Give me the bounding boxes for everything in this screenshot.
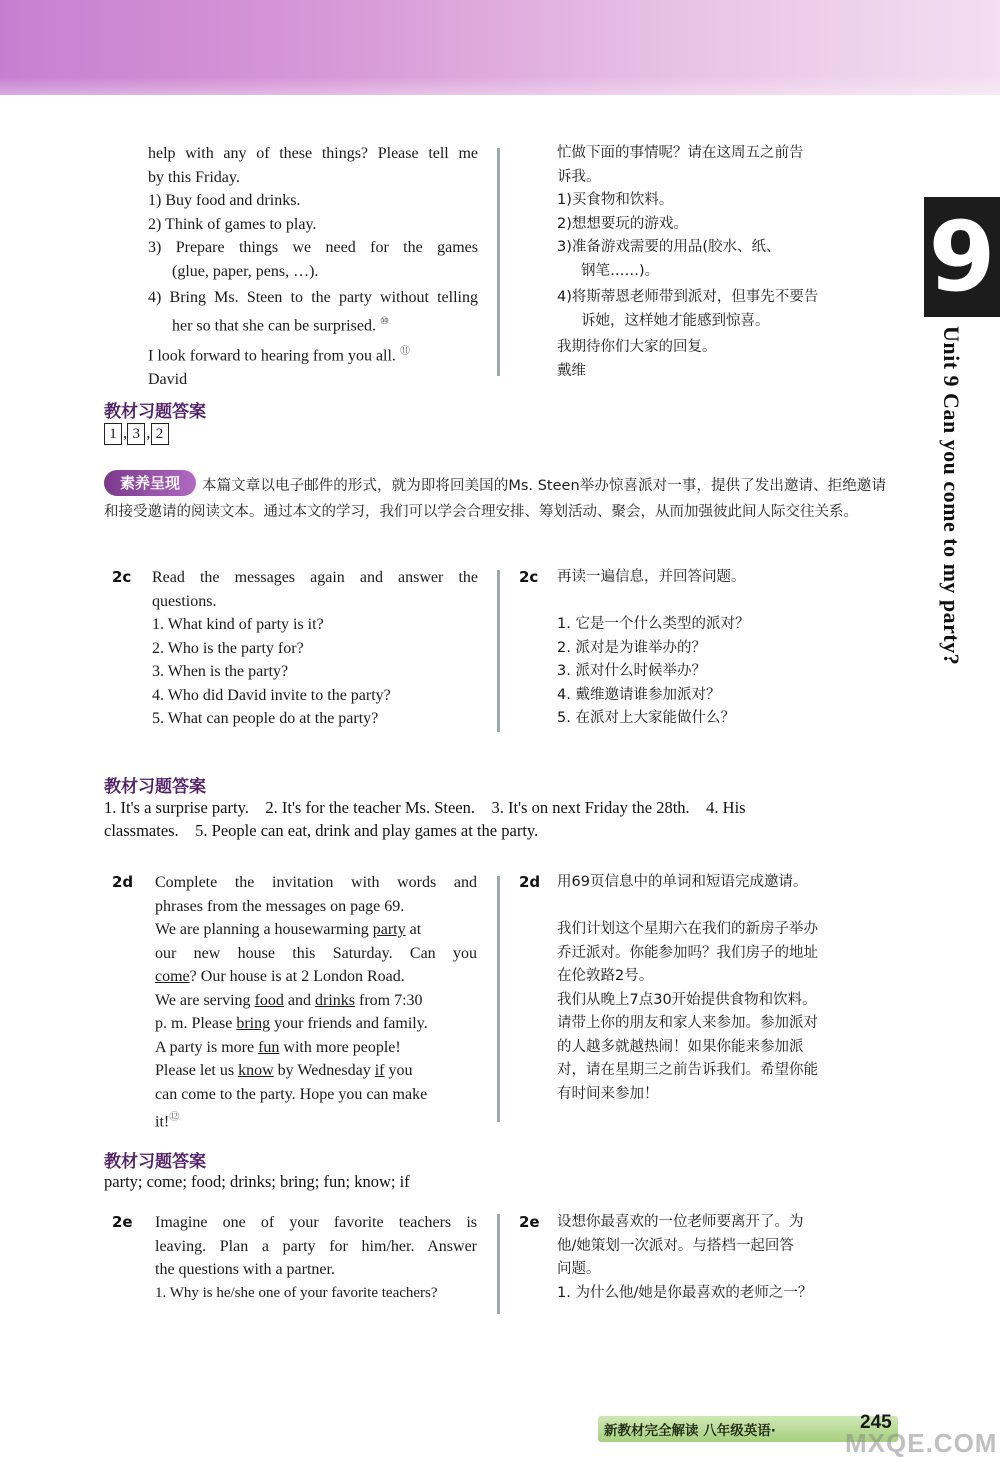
text-line: 1) Buy food and drinks. — [148, 192, 301, 209]
text-line: 钢笔……)。 — [581, 262, 660, 279]
invitation-line — [155, 918, 477, 942]
answers-heading: 教材习题答案 — [104, 1152, 206, 1172]
text-line — [148, 340, 478, 368]
text-line-content: I look forward to hearing from you all. — [148, 347, 396, 365]
invitation-line: our new house this Saturday. Can you — [155, 944, 477, 962]
text-line: 再读一遍信息，并回答问题。 — [557, 569, 746, 585]
text-line: 3) Prepare things we need for the games — [148, 239, 478, 256]
text-line: Complete the invitation with words and — [155, 874, 477, 891]
note-marker: ⑫ — [169, 1112, 180, 1123]
top-decorative-band — [0, 0, 1000, 95]
column-divider — [497, 1214, 500, 1314]
text-fragment: We are serving — [155, 991, 255, 1009]
signature: 戴维 — [557, 362, 586, 379]
column-divider — [497, 148, 500, 376]
text-line: 1)买食物和饮料。 — [557, 192, 674, 208]
exercise-2e-chinese — [557, 1211, 887, 1305]
text-fragment: and — [283, 991, 315, 1009]
text-fragment: from 7:30 — [355, 991, 423, 1009]
column-divider — [497, 876, 500, 1122]
text-line: 我们从晚上7点30开始提供食物和饮料。 — [557, 991, 817, 1008]
text-line: 诉她，这样她才能感到惊喜。 — [581, 312, 770, 329]
text-line: 有时间来参加！ — [557, 1085, 659, 1102]
text-fragment: it! — [155, 1113, 170, 1131]
text-line — [557, 590, 887, 614]
text-line: 诉我。 — [557, 168, 601, 185]
text-line: 在伦敦路2号。 — [557, 968, 654, 984]
invitation-line — [155, 1036, 477, 1060]
answers-2d-text: party; come; food; drinks; bring; fun; know; if — [104, 1172, 410, 1191]
text-line: 对，请在星期三之前告诉我们。希望你能 — [557, 1062, 818, 1078]
text-line: 我期待你们大家的回复。 — [557, 339, 717, 355]
literacy-note-text: 本篇文章以电子邮件的形式，就为即将回美国的Ms. Steen举办惊喜派对一事，提供了发出邀请、拒绝邀请和接受邀请的阅读文本。通过本文的学习，我们可以学会合理安排、筹划活动、聚会，从而加强彼此间人际交往关系。 — [104, 478, 886, 520]
invitation-line: can come to the party. Hope you can make — [155, 1085, 428, 1103]
literacy-badge: 素养呈现 — [104, 470, 196, 496]
invitation-line — [155, 1012, 477, 1036]
exercise-2e-english — [155, 1211, 477, 1305]
filled-blank: bring — [236, 1015, 271, 1032]
text-fragment: by Wednesday — [273, 1062, 375, 1079]
question-line: 1. 它是一个什么类型的派对？ — [557, 616, 750, 632]
answer-box: 3 — [127, 423, 145, 445]
exercise-tag-2c-cn: 2c — [519, 568, 539, 586]
answers-heading: 教材习题答案 — [104, 777, 206, 797]
question-line: 1. 为什么他/她是你最喜欢的老师之一？ — [557, 1284, 813, 1301]
text-line: the questions with a partner. — [155, 1261, 335, 1278]
answers-2c-text — [104, 796, 886, 842]
filled-blank: fun — [258, 1038, 280, 1056]
answer-order-boxes — [104, 423, 170, 445]
question-line: 3. 派对什么时候举办？ — [557, 663, 706, 679]
text-line: Read the messages again and answer the — [152, 569, 478, 586]
text-line-content: her so that she can be surprised. — [172, 316, 376, 334]
question-line: 1. What kind of party is it? — [152, 616, 324, 633]
filled-blank: party — [372, 921, 406, 938]
text-line: questions. — [152, 592, 217, 610]
text-line: 乔迁派对。你能参加吗？我们房子的地址 — [557, 944, 818, 961]
text-line: 用69页信息中的单词和短语完成邀请。 — [557, 874, 808, 890]
exercise-tag-2d-cn: 2d — [519, 873, 541, 891]
text-fragment: A party is more — [155, 1038, 259, 1056]
question-line: 5. 在派对上大家能做什么？ — [557, 710, 735, 726]
question-line: 5. What can people do at the party? — [152, 710, 379, 727]
page-number: 245 — [860, 1412, 892, 1433]
text-line: leaving. Plan a party for him/her. Answer — [155, 1237, 477, 1255]
text-line: phrases from the messages on page 69. — [155, 897, 405, 915]
text-fragment: you — [384, 1062, 413, 1079]
exercise-tag-2e: 2e — [112, 1213, 133, 1231]
column-divider — [497, 570, 500, 732]
text-line: 2) Think of games to play. — [148, 215, 317, 233]
invitation-line — [155, 989, 477, 1013]
invitation-line — [155, 1059, 477, 1083]
question-line: 2. Who is the party for? — [152, 639, 304, 657]
invitation-line — [155, 1106, 477, 1134]
question-line: 3. When is the party? — [152, 663, 289, 680]
separator: , — [123, 423, 128, 442]
text-line: 请带上你的朋友和家人来参加。参加派对 — [557, 1015, 818, 1031]
question-line: 2. 派对是为谁举办的？ — [557, 639, 706, 656]
text-fragment: ? Our house is at 2 London Road. — [189, 968, 405, 985]
answer-line: classmates. 5. People can eat, drink and play games at the party. — [104, 821, 539, 840]
text-line: 他/她策划一次派对。与搭档一起回答 — [557, 1237, 794, 1254]
text-line: Imagine one of your favorite teachers is — [155, 1214, 477, 1231]
filled-blank: if — [374, 1062, 385, 1079]
answer-line: 1. It's a surprise party. 2. It's for the teacher Ms. Steen. 3. It's on next Friday the 28th. 4. His — [104, 798, 746, 817]
text-fragment: Please let us — [155, 1062, 239, 1079]
text-line: 我们计划这个星期六在我们的新房子举办 — [557, 921, 818, 937]
answers-heading: 教材习题答案 — [104, 402, 206, 422]
text-line: 3)准备游戏需要的用品(胶水、纸、 — [557, 239, 781, 255]
text-fragment: p. m. Please — [155, 1015, 237, 1032]
answer-box: 1 — [104, 423, 122, 445]
watermark: MXQE.COM — [845, 1428, 998, 1458]
exercise-tag-2d: 2d — [112, 873, 134, 891]
text-line: 4)将斯蒂恩老师带到派对，但事先不要告 — [557, 289, 819, 305]
exercise-2c-chinese — [557, 566, 887, 731]
exercise-tag-2c: 2c — [112, 568, 132, 586]
exercise-2d-chinese — [557, 871, 887, 1106]
text-line: by this Friday. — [148, 168, 240, 186]
signature: David — [148, 371, 188, 389]
filled-blank: drinks — [315, 991, 355, 1009]
text-line — [557, 895, 887, 919]
text-fragment: We are planning a housewarming — [155, 921, 373, 938]
question-line: 4. 戴维邀请谁参加派对？ — [557, 686, 721, 703]
text-line: 设想你最喜欢的一位老师要离开了。为 — [557, 1214, 804, 1230]
footer-book-title: 新教材完全解读 八年级英语· — [604, 1423, 776, 1439]
invitation-line — [155, 965, 477, 989]
text-line: (glue, paper, pens, …). — [172, 262, 319, 280]
text-fragment: at — [405, 921, 422, 938]
note-marker: ⑩ — [379, 315, 389, 327]
email-english-column — [148, 142, 478, 392]
email-chinese-column — [557, 142, 887, 383]
answer-box: 2 — [151, 423, 169, 445]
question-line: 1. Why is he/she one of your favorite teachers? — [155, 1284, 438, 1301]
text-fragment: your friends and family. — [270, 1015, 428, 1032]
text-line: 忙做下面的事情呢？请在这周五之前告 — [557, 145, 804, 161]
filled-blank: food — [254, 991, 284, 1009]
text-line: 4) Bring Ms. Steen to the party without telling — [148, 289, 478, 306]
text-line: help with any of these things? Please tell me — [148, 145, 478, 162]
text-fragment: with more people! — [279, 1038, 401, 1056]
filled-blank: come — [155, 968, 190, 985]
unit-number-tab: 9 — [924, 197, 1000, 317]
note-marker: ⑪ — [399, 346, 410, 358]
text-line — [148, 310, 478, 338]
text-line: 2)想想要玩的游戏。 — [557, 215, 688, 232]
exercise-tag-2e-cn: 2e — [519, 1213, 540, 1231]
text-line: 问题。 — [557, 1261, 601, 1277]
exercise-2c-english — [152, 566, 478, 731]
question-line: 4. Who did David invite to the party? — [152, 686, 391, 704]
exercise-2d-english — [155, 871, 477, 1134]
filled-blank: know — [238, 1062, 274, 1079]
unit-side-title: Unit 9 Can you come to my party? — [939, 326, 964, 666]
separator: , — [146, 423, 151, 442]
text-line: 的人越多就越热闹！如果你能来参加派 — [557, 1038, 804, 1055]
